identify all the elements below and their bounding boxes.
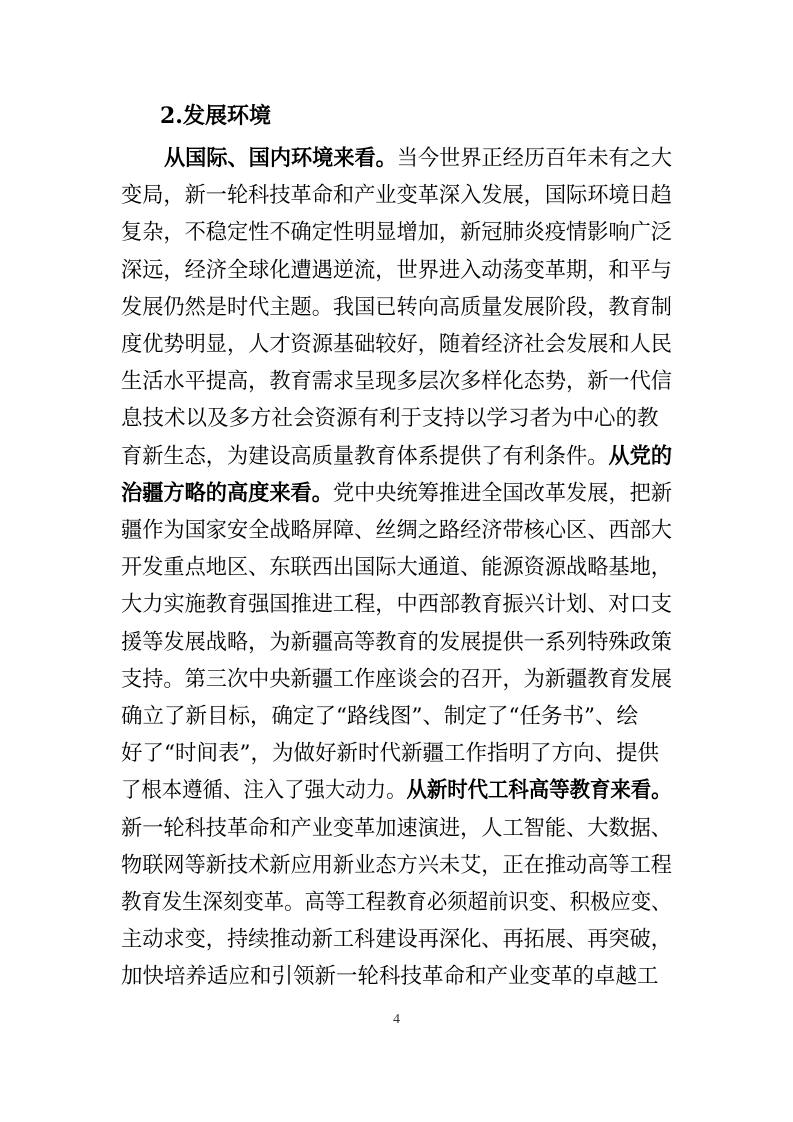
text-line xyxy=(121,738,659,770)
bold-lead-phrase: 从新时代工科高等教育来看。 xyxy=(406,778,672,804)
page-number: 4 xyxy=(393,1012,400,1027)
text-run: 援等发展战略，为新疆高等教育的发展提供一系列特殊政策 xyxy=(121,629,673,655)
text-run: 物联网等新技术新应用新业态方兴未艾，正在推动高等工程 xyxy=(121,852,673,878)
text-line xyxy=(121,701,638,733)
text-run: 教育发生深刻变革。高等工程教育必须超前识变、积极应变、 xyxy=(121,890,672,915)
text-run: 生活水平提高，教育需求呈现多层次多样化态势，新一代信 xyxy=(121,369,673,395)
text-run: 了根本遵循、注入了强大动力。 xyxy=(121,778,407,804)
text-line xyxy=(121,478,672,510)
text-line xyxy=(121,664,672,696)
text-run: 支持。第三次中央新疆工作座谈会的召开，为新疆教育发展 xyxy=(121,666,673,692)
text-run: 开发重点地区、东联西出国际大通道、能源资源战略基地， xyxy=(121,555,673,581)
text-line xyxy=(121,255,672,287)
text-run: 党中央统筹推进全国改革发展，把新 xyxy=(332,480,673,506)
text-line xyxy=(121,887,672,919)
text-line xyxy=(121,589,672,621)
text-line xyxy=(121,329,672,361)
bold-lead-phrase: 治疆方略的高度来看。 xyxy=(121,480,333,506)
text-line xyxy=(121,627,672,659)
section-heading: 2.发展环境 xyxy=(160,103,271,129)
text-run: 深远，经济全球化遭遇逆流，世界进入动荡变革期，和平与 xyxy=(121,257,673,283)
text-run: 新一轮科技革命和产业变革加速演进，人工智能、大数据、 xyxy=(121,815,673,841)
text-run: 复杂，不稳定性不确定性明显增加，新冠肺炎疫情影响广泛 xyxy=(121,220,673,246)
text-run: 当今世界正经历百年未有之大 xyxy=(396,146,673,171)
text-line xyxy=(121,961,659,993)
text-line xyxy=(121,403,659,435)
text-line xyxy=(164,143,672,175)
text-run: 主动求变，持续推动新工科建设再深化、再拓展、再突破， xyxy=(121,927,673,953)
text-run: 加快培养适应和引领新一轮科技革命和产业变革的卓越工 xyxy=(121,964,659,990)
text-line xyxy=(121,850,672,882)
text-line xyxy=(121,292,672,324)
text-line xyxy=(121,515,672,547)
text-run: 疆作为国家安全战略屏障、丝绸之路经济带核心区、西部大 xyxy=(121,518,673,543)
text-run: 好了“时间表”，为做好新时代新疆工作指明了方向、提供 xyxy=(121,741,659,767)
text-line xyxy=(121,552,672,584)
text-line xyxy=(121,813,672,845)
text-line xyxy=(121,366,672,398)
text-line xyxy=(121,180,672,212)
text-run: 发展仍然是时代主题。我国已转向高质量发展阶段，教育制 xyxy=(121,294,673,320)
text-line xyxy=(121,775,672,807)
bold-lead-phrase: 从国际、国内环境来看。 xyxy=(164,146,397,171)
text-line xyxy=(121,441,672,473)
text-run: 育新生态，为建设高质量教育体系提供了有利条件。 xyxy=(121,443,609,469)
bold-lead-phrase: 从党的 xyxy=(608,443,673,469)
text-line xyxy=(121,924,672,956)
text-line xyxy=(121,217,672,249)
text-run: 度优势明显，人才资源基础较好，随着经济社会发展和人民 xyxy=(121,332,673,357)
text-run: 大力实施教育强国推进工程，中西部教育振兴计划、对口支 xyxy=(121,592,673,618)
text-run: 变局，新一轮科技革命和产业变革深入发展，国际环境日趋 xyxy=(121,183,673,209)
text-run: 息技术以及多方社会资源有利于支持以学习者为中心的教 xyxy=(121,406,659,432)
text-run: 确立了新目标，确定了“路线图”、制定了“任务书”、绘 xyxy=(121,704,638,729)
